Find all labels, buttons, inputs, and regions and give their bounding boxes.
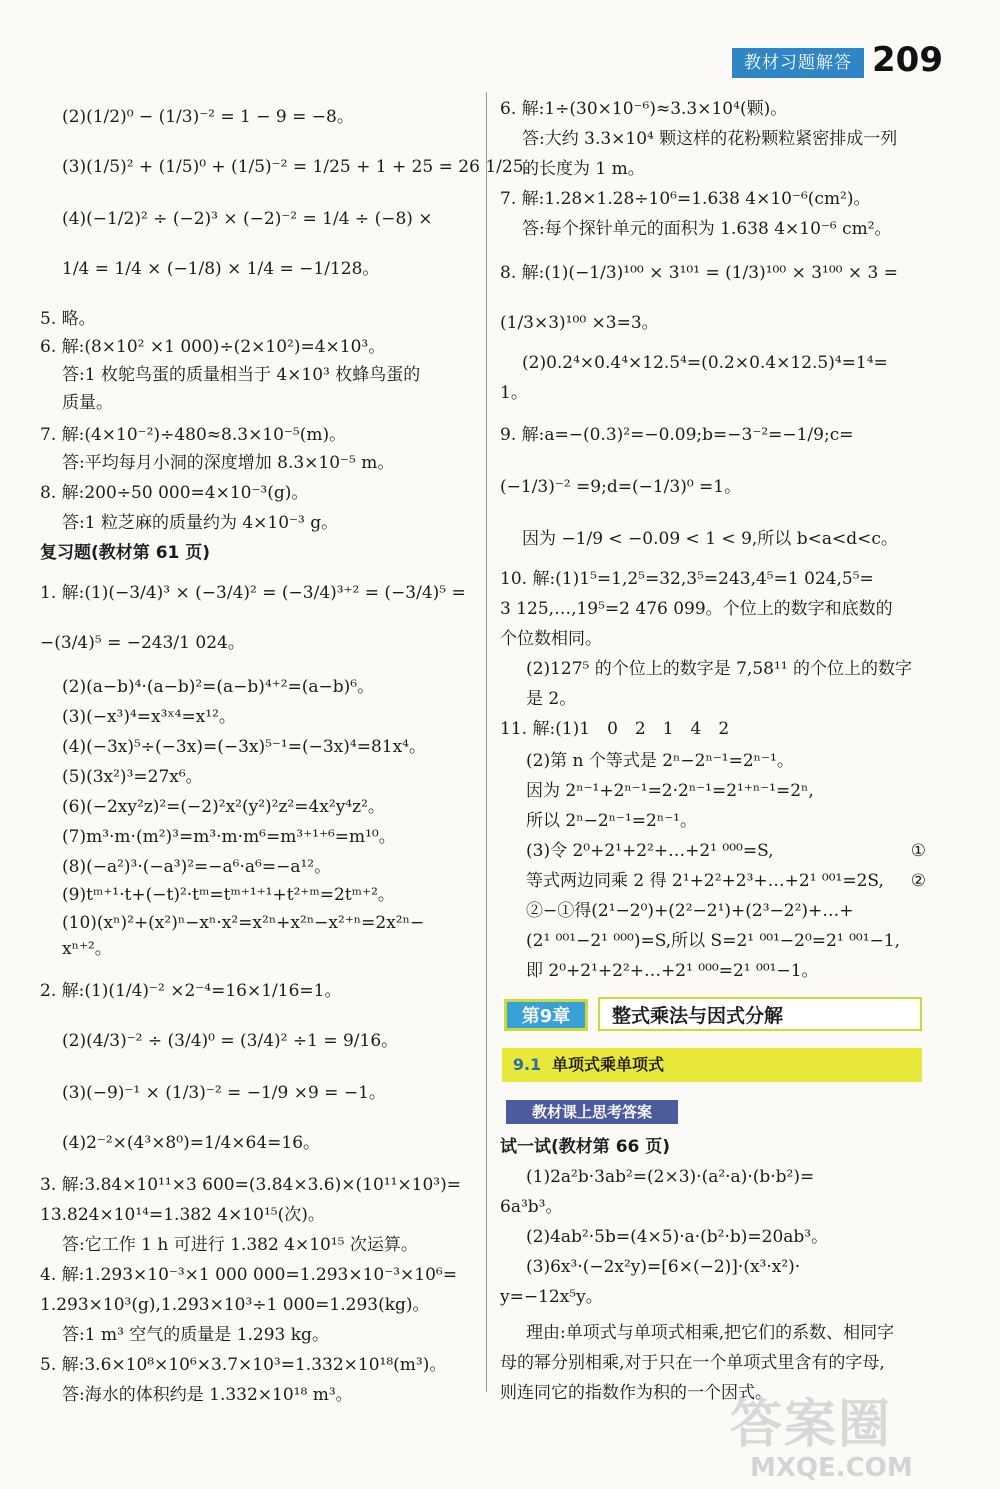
text-line: (2)127⁵ 的个位上的数字是 7,58¹¹ 的个位上的数字 xyxy=(526,659,913,679)
marker-1: ① xyxy=(910,841,926,861)
text-line: (5)(3x²)³=27x⁶。 xyxy=(62,767,203,787)
text-line: 因为 2ⁿ⁻¹+2ⁿ⁻¹=2·2ⁿ⁻¹=2¹⁺ⁿ⁻¹=2ⁿ, xyxy=(526,781,814,801)
text-line: 5. 略。 xyxy=(40,309,96,329)
text-line: 6. 解:(8×10² ×1 000)÷(2×10²)=4×10³。 xyxy=(40,337,386,357)
marker-2: ② xyxy=(910,871,926,891)
text-line: 答:海水的体积约是 1.332×10¹⁸ m³。 xyxy=(62,1385,353,1405)
text-line: 2. 解:(1)(1/4)⁻² ×2⁻⁴=16×1/16=1。 xyxy=(40,981,342,1001)
text-line: (2)(1/2)⁰ − (1/3)⁻² = 1 − 9 = −8。 xyxy=(62,107,354,127)
text-line: (3)(1/5)² + (1/5)⁰ + (1/5)⁻² = 1/25 + 1 + 25 = 26 1/25。 xyxy=(62,157,541,177)
text-line: (2)(4/3)⁻² ÷ (3/4)⁰ = (3/4)² ÷1 = 9/16。 xyxy=(62,1031,399,1051)
text-line: −(3/4)⁵ = −243/1 024。 xyxy=(40,633,245,653)
text-line: (2)第 n 个等式是 2ⁿ−2ⁿ⁻¹=2ⁿ⁻¹。 xyxy=(526,751,794,771)
text-line: (7)m³·m·(m²)³=m³·m·m⁶=m³⁺¹⁺⁶=m¹⁰。 xyxy=(62,827,396,847)
text-line: (3)6x³·(−2x²y)=[6×(−2)]·(x³·x²)· xyxy=(526,1257,801,1277)
section-title: 单项式乘单项式 xyxy=(552,1055,665,1074)
column-divider xyxy=(486,92,487,1392)
text-line: 答:1 m³ 空气的质量是 1.293 kg。 xyxy=(62,1325,329,1345)
text-line: (4)(−1/2)² ÷ (−2)³ × (−2)⁻² = 1/4 ÷ (−8) × xyxy=(62,209,433,229)
text-line: 因为 −1/9 < −0.09 < 1 < 9,所以 b<a<d<c。 xyxy=(522,529,898,549)
text-line: 1。 xyxy=(500,383,528,403)
text-line: (8)(−a²)³·(−a³)²=−a⁶·a⁶=−a¹²。 xyxy=(62,857,332,877)
text-line: 个位数相同。 xyxy=(500,629,602,649)
text-line: 8. 解:200÷50 000=4×10⁻³(g)。 xyxy=(40,483,309,503)
text-line: 等式两边同乘 2 得 2¹+2²+2³+…+2¹ ⁰⁰¹=2S, xyxy=(526,871,884,891)
text-line: 8. 解:(1)(−1/3)¹⁰⁰ × 3¹⁰¹ = (1/3)¹⁰⁰ × 3¹⁰⁰ × 3 = xyxy=(500,263,899,283)
text-line: (3)令 2⁰+2¹+2²+…+2¹ ⁰⁰⁰=S, xyxy=(526,841,774,861)
text-line: 4. 解:1.293×10⁻³×1 000 000=1.293×10⁻³×10⁶= xyxy=(40,1265,457,1285)
text-line: (1/3×3)¹⁰⁰ ×3=3。 xyxy=(500,313,659,333)
text-line: (3)(−9)⁻¹ × (1/3)⁻² = −1/9 ×9 = −1。 xyxy=(62,1083,386,1103)
text-line: (−1/3)⁻² =9;d=(−1/3)⁰ =1。 xyxy=(500,477,742,497)
page-number: 209 xyxy=(872,40,943,80)
text-line: 答:平均每月小洞的深度增加 8.3×10⁻⁵ m。 xyxy=(62,453,395,473)
text-line: 7. 解:(4×10⁻²)÷480≈8.3×10⁻⁵(m)。 xyxy=(40,425,347,445)
try-it-heading: 试一试(教材第 66 页) xyxy=(500,1137,671,1157)
text-line: 11. 解:(1)1 0 2 1 4 2 xyxy=(500,719,730,739)
text-line: (2¹ ⁰⁰¹−2¹ ⁰⁰⁰)=S,所以 S=2¹ ⁰⁰¹−2⁰=2¹ ⁰⁰¹−1, xyxy=(526,931,900,951)
text-line: 则连同它的指数作为积的一个因式。 xyxy=(500,1383,772,1403)
think-answers-label: 教材课上思考答案 xyxy=(506,1100,678,1124)
text-line: 13.824×10¹⁴=1.382 4×10¹⁵(次)。 xyxy=(40,1205,325,1225)
watermark xyxy=(730,1395,980,1483)
text-line: (2)(a−b)⁴·(a−b)²=(a−b)⁴⁺²=(a−b)⁶。 xyxy=(62,677,375,697)
text-line: 母的幂分别相乘,对于只在一个单项式里含有的字母, xyxy=(500,1353,885,1373)
text-line: (2)0.2⁴×0.4⁴×12.5⁴=(0.2×0.4×12.5)⁴=1⁴= xyxy=(522,353,888,373)
chapter-title: 整式乘法与因式分解 xyxy=(598,997,922,1031)
text-line: y=−12x⁵y。 xyxy=(500,1287,603,1307)
text-line: 答:1 粒芝麻的质量约为 4×10⁻³ g。 xyxy=(62,513,339,533)
text-line: 3 125,…,19⁵=2 476 099。个位上的数字和底数的 xyxy=(500,599,893,619)
text-line: 答:每个探针单元的面积为 1.638 4×10⁻⁶ cm²。 xyxy=(522,219,892,239)
text-line: 1. 解:(1)(−3/4)³ × (−3/4)² = (−3/4)³⁺² = (−3/4)⁵ = xyxy=(40,583,466,603)
header-badge: 教材习题解答 xyxy=(732,48,864,78)
chapter-tag: 第9章 xyxy=(504,999,588,1031)
text-line: (4)(−3x)⁵÷(−3x)=(−3x)⁵⁻¹=(−3x)⁴=81x⁴。 xyxy=(62,737,426,757)
watermark-logo: 答案圈 xyxy=(730,1395,893,1455)
text-line: 6. 解:1÷(30×10⁻⁶)≈3.3×10⁴(颗)。 xyxy=(500,99,788,119)
text-line: 理由:单项式与单项式相乘,把它们的系数、相同字 xyxy=(526,1323,895,1343)
text-line: (10)(xⁿ)²+(x²)ⁿ−xⁿ·x²=x²ⁿ+x²ⁿ−x²⁺ⁿ=2x²ⁿ− xyxy=(62,913,425,933)
text-line: ②−①得(2¹−2⁰)+(2²−2¹)+(2³−2²)+…+ xyxy=(526,901,854,921)
text-line: 答:它工作 1 h 可进行 1.382 4×10¹⁵ 次运算。 xyxy=(62,1235,418,1255)
chapter-banner xyxy=(500,995,924,1035)
watermark-url: MXQE.COM xyxy=(750,1453,913,1483)
text-line: 答:1 枚鸵鸟蛋的质量相当于 4×10³ 枚蜂鸟蛋的 xyxy=(62,365,421,385)
section-number: 9.1 xyxy=(512,1055,542,1074)
text-line: 是 2。 xyxy=(526,689,577,709)
text-line: 质量。 xyxy=(62,393,113,413)
text-line: 所以 2ⁿ−2ⁿ⁻¹=2ⁿ⁻¹。 xyxy=(526,811,697,831)
text-line: (4)2⁻²×(4³×8⁰)=1/4×64=16。 xyxy=(62,1133,321,1153)
text-line: 答:大约 3.3×10⁴ 颗这样的花粉颗粒紧密排成一列 xyxy=(522,129,898,149)
text-line: (6)(−2xy²z)²=(−2)²x²(y²)²z²=4x²y⁴z²。 xyxy=(62,797,385,817)
text-line: 6a³b³。 xyxy=(500,1197,563,1217)
text-line: xⁿ⁺²。 xyxy=(62,939,112,959)
section-bar xyxy=(502,1048,922,1082)
text-line: 1/4 = 1/4 × (−1/8) × 1/4 = −1/128。 xyxy=(62,259,380,279)
text-line: 7. 解:1.28×1.28÷10⁶=1.638 4×10⁻⁶(cm²)。 xyxy=(500,189,871,209)
text-line: 1.293×10³(g),1.293×10³÷1 000=1.293(kg)。 xyxy=(40,1295,430,1315)
text-line: 10. 解:(1)1⁵=1,2⁵=32,3⁵=243,4⁵=1 024,5⁵= xyxy=(500,569,874,589)
text-line: (9)tᵐ⁺¹·t+(−t)²·tᵐ=tᵐ⁺¹⁺¹+t²⁺ᵐ=2tᵐ⁺²。 xyxy=(62,885,395,905)
text-line: 5. 解:3.6×10⁸×10⁶×3.7×10³=1.332×10¹⁸(m³)。 xyxy=(40,1355,447,1375)
text-line: 3. 解:3.84×10¹¹×3 600=(3.84×3.6)×(10¹¹×10³)= xyxy=(40,1175,461,1195)
text-line: (2)4ab²·5b=(4×5)·a·(b²·b)=20ab³。 xyxy=(526,1227,829,1247)
text-line: (3)(−x³)⁴=x³ˣ⁴=x¹²。 xyxy=(62,707,236,727)
text-line: (1)2a²b·3ab²=(2×3)·(a²·a)·(b·b²)= xyxy=(526,1167,815,1187)
review-heading: 复习题(教材第 61 页) xyxy=(40,543,211,563)
text-line: 的长度为 1 m。 xyxy=(522,159,645,179)
text-line: 9. 解:a=−(0.3)²=−0.09;b=−3⁻²=−1/9;c= xyxy=(500,425,854,445)
text-line: 即 2⁰+2¹+2²+…+2¹ ⁰⁰⁰=2¹ ⁰⁰¹−1。 xyxy=(526,961,819,981)
